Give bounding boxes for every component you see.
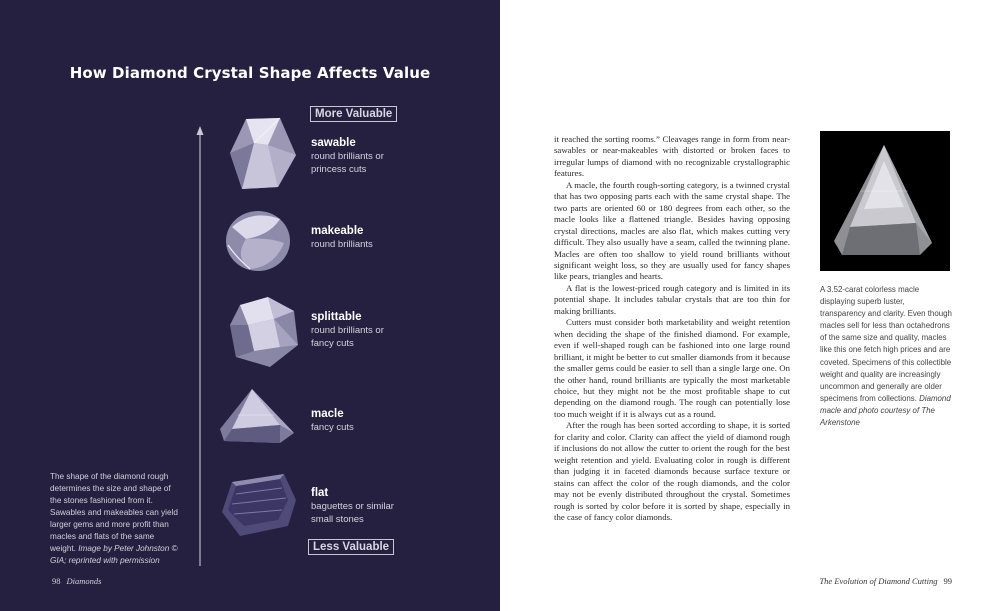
splittable-label: splittable — [311, 311, 362, 323]
macle-description: fancy cuts — [311, 422, 354, 433]
photo-caption — [820, 284, 952, 429]
value-scale-arrow — [195, 126, 205, 566]
body-paragraph: A macle, the fourth rough-sorting category, is a twinned crystal that has two opposing parts each with the same crystal shape. The two parts are oriented 60 or 180 degrees from each other, so the macle looks like a flattened triangle. Besides having opposing crystal directions, macles are also flat, which makes cutting very difficult. They also usually have a seam, called the twinning plane. Macles are often too shallow to yield round brilliants without significant weight loss, so they are usually used for fancy shapes like pears, triangles and hearts. — [554, 179, 790, 282]
left-folio — [52, 576, 101, 586]
flat-crystal-image — [218, 470, 298, 540]
right-running-head: The Evolution of Diamond Cutting — [819, 576, 938, 586]
right-page-number: 99 — [943, 576, 952, 586]
splittable-crystal-image — [228, 295, 302, 369]
makeable-label: makeable — [311, 225, 364, 237]
infographic-title: How Diamond Crystal Shape Affects Value — [69, 64, 431, 82]
flat-description: baguettes or similar small stones — [311, 501, 394, 525]
body-paragraph: A flat is the lowest-priced rough category and is limited in its potential shape. It includes tabular crystals that are too thin for making brilliants. — [554, 282, 790, 316]
makeable-description: round brilliants — [311, 239, 373, 250]
flat-label: flat — [311, 487, 329, 499]
sawable-crystal-image — [228, 115, 298, 191]
sawable-label: sawable — [311, 137, 356, 149]
photo-caption-text: A 3.52-carat colorless macle displaying superb luster, transparency and clarity. Even though macles sell for less than octahedrons of the same size and quality, macles like this one fetch high prices and are coveted. Specimens of this collectible weight and quality are increasingly uncommon and generally are older specimens from collections. — [820, 285, 952, 403]
body-text — [554, 134, 790, 523]
infographic-caption-text: The shape of the diamond rough determines the size and shape of the stones fashioned from it. Sawables and makeables can yield larger gems and more profit than macles and flats of the same weight. — [50, 472, 178, 553]
more-valuable-label: More Valuable — [310, 106, 397, 122]
makeable-crystal-image — [222, 205, 294, 275]
right-folio — [819, 576, 952, 586]
left-running-head: Diamonds — [66, 576, 102, 586]
left-page-number: 98 — [52, 576, 61, 586]
macle-crystal-image — [218, 385, 298, 447]
infographic-credit: Image by Peter Johnston © GIA; reprinted with permission — [50, 544, 178, 565]
sawable-description: round brilliants or princess cuts — [311, 151, 384, 175]
diamond-macle-photo — [820, 131, 950, 271]
splittable-description: round brilliants or fancy cuts — [311, 325, 384, 349]
body-paragraph: it reached the sorting rooms.” Cleavages range in form from near-sawables or near-makeables with distorted or broken faces to irregular lumps of diamond with no recognizable crystallographic features. — [554, 134, 790, 179]
less-valuable-label: Less Valuable — [308, 539, 394, 555]
photo-credit: Diamond macle and photo courtesy of The Arkenstone — [820, 393, 951, 428]
body-paragraph: Cutters must consider both marketability and weight retention when deciding the shape of the finished diamond. For example, even if well-shaped rough can be fashioned into one large round brilliant, it might be better to cut smaller diamonds from it because the smaller gems could be easier to sell than a single large one. On the other hand, round brilliants are typically the most marketable choice, but they might not be the most profitable shape to cut depending on the diamond rough. The rough can potentially lose too much weight if it is always cut as a round. — [554, 317, 790, 419]
macle-label: macle — [311, 408, 344, 420]
body-paragraph: After the rough has been sorted according to shape, it is sorted for clarity and color. Clarity can affect the yield of diamond rough if inclusions do not allow the cutter to orient the rough for the best weight retention and yield. Evaluating color in rough is different than judging it in faceted diamonds because surface texture or stains can affect the color of the rough diamonds, and the color may not be evenly distributed throughout the crystal. Sometimes rough is sorted by color before it is sorted by shape, especially in the case of fancy color diamonds. — [554, 420, 790, 522]
infographic-caption — [50, 471, 182, 567]
